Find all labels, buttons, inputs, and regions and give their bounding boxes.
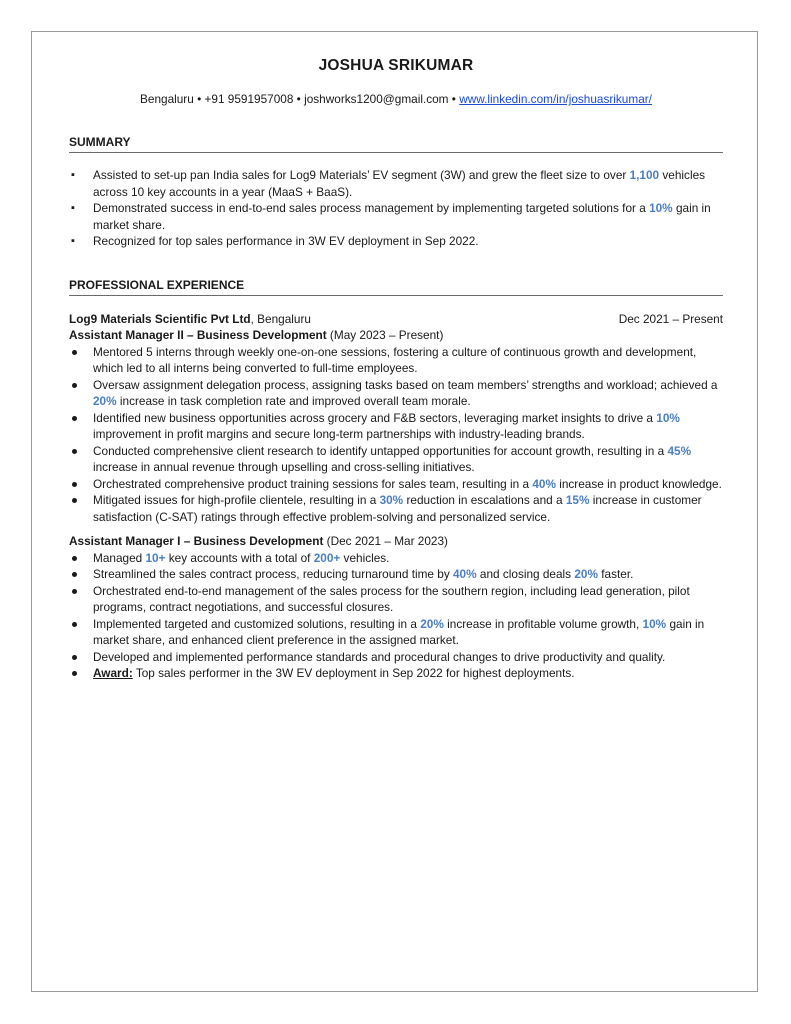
experience-bullet <box>69 443 723 476</box>
summary-heading: SUMMARY <box>69 135 723 153</box>
metric-highlight: 10% <box>642 616 667 631</box>
separator: • <box>293 92 305 106</box>
bullet-text: Orchestrated end-to-end management of the sales process for the southern region, including lead generation, pilot programs, contract negotiations, and successful closures. <box>93 583 690 614</box>
summary-item <box>69 200 723 233</box>
separator: • <box>448 92 460 106</box>
bullet-dot-icon <box>72 449 77 454</box>
experience-bullet <box>69 476 723 493</box>
summary-list <box>69 167 723 250</box>
summary-item <box>69 233 723 250</box>
bullet-dot-icon <box>72 350 77 355</box>
experience-bullet <box>69 550 723 567</box>
bullet-text: Assisted to set-up pan India sales for Log9 Materials’ EV segment (3W) and grew the fleet size to over <box>93 168 630 182</box>
experience-bullet <box>69 344 723 377</box>
bullet-text: vehicles across 10 key accounts in a year (MaaS + BaaS). <box>93 168 706 199</box>
bullet-dot-icon <box>72 622 77 627</box>
bullet-dot-icon <box>72 482 77 487</box>
bullet-text: Streamlined the sales contract process, reducing turnaround time by <box>93 567 453 581</box>
experience-bullet <box>69 616 723 649</box>
bullet-dot-icon <box>72 671 77 676</box>
bullet-dot-icon <box>72 589 77 594</box>
metric-highlight: 1,100 <box>629 168 660 182</box>
bullet-text: Demonstrated success in end-to-end sales process management by implementing targeted solutions for a <box>93 201 650 215</box>
experience-bullet <box>69 377 723 410</box>
company-line <box>69 311 723 328</box>
bullet-text: Recognized for top sales performance in 3W EV deployment in Sep 2022. <box>93 234 479 248</box>
experience-bullet <box>69 410 723 443</box>
role-2-bullets <box>69 550 723 682</box>
contact-line <box>69 91 723 107</box>
experience-heading: PROFESSIONAL EXPERIENCE <box>69 278 723 296</box>
bullet-text: Mentored 5 interns through weekly one-on-one sessions, fostering a culture of continuous growth and development, which led to all interns being converted to full-time employees. <box>93 344 697 375</box>
role-title: Assistant Manager II – Business Development <box>69 328 327 342</box>
company-dates: Dec 2021 – Present <box>618 311 723 326</box>
bullet-text: gain in market share. <box>93 201 711 232</box>
bullet-text: increase in product knowledge. <box>555 476 722 491</box>
metric-highlight: 200+ <box>313 550 341 565</box>
bullet-dot-icon <box>72 655 77 660</box>
location-text: Bengaluru <box>140 92 194 106</box>
candidate-name: JOSHUA SRIKUMAR <box>318 57 474 74</box>
bullet-text: Developed and implemented performance standards and procedural changes to drive productivity and quality. <box>93 649 666 664</box>
bullet-text: gain in market share, and enhanced client preference in the assigned market. <box>93 616 705 647</box>
metric-highlight: 40% <box>532 476 556 491</box>
metric-highlight: 40% <box>453 567 477 581</box>
metric-highlight: 20% <box>420 616 444 631</box>
metric-highlight: 20% <box>93 394 117 408</box>
metric-highlight: 10+ <box>145 550 166 565</box>
bullet-text: increase in customer satisfaction (C-SAT) ratings through effective problem-solving and personalized service. <box>93 493 702 524</box>
separator: • <box>193 92 205 106</box>
role-dates: (May 2023 – Present) <box>326 328 444 342</box>
award-bullet <box>69 665 723 682</box>
bullet-text: improvement in profit margins and secure long-term partnerships with industry-leading brands. <box>93 427 585 441</box>
bullet-dot-icon <box>72 416 77 421</box>
bullet-text: increase in profitable volume growth, <box>443 616 643 631</box>
bullet-text: Oversaw assignment delegation process, assigning tasks based on team members’ strengths and workload; achieved a <box>93 377 718 392</box>
role-line-1 <box>69 327 723 344</box>
role-dates: (Dec 2021 – Mar 2023) <box>323 534 448 548</box>
metric-highlight: 20% <box>574 567 598 581</box>
role-1-bullets <box>69 344 723 526</box>
award-label: Award: <box>93 666 133 680</box>
bullet-text: increase in annual revenue through upselling and cross-selling initiatives. <box>93 460 475 474</box>
company-block <box>69 311 311 328</box>
bullet-text: Managed <box>93 550 146 565</box>
experience-bullet <box>69 566 723 583</box>
bullet-text: Orchestrated comprehensive product training sessions for sales team, resulting in a <box>93 476 533 491</box>
bullet-dot-icon <box>72 383 77 388</box>
bullet-dot-icon <box>72 572 77 577</box>
bullet-text: Implemented targeted and customized solutions, resulting in a <box>93 616 421 631</box>
metric-highlight: 10% <box>649 201 673 215</box>
company-location: , Bengaluru <box>250 311 311 326</box>
metric-highlight: 45% <box>667 443 692 458</box>
square-bullet-icon: ▪ <box>71 169 75 181</box>
bullet-text: increase in task completion rate and improved overall team morale. <box>116 394 471 408</box>
metric-highlight: 30% <box>379 493 404 507</box>
bullet-text: Mitigated issues for high-profile clientele, resulting in a <box>93 493 380 507</box>
role-title: Assistant Manager I – Business Development <box>69 534 324 548</box>
company-name: Log9 Materials Scientific Pvt Ltd <box>69 311 251 326</box>
bullet-text: and closing deals <box>476 567 575 581</box>
metric-highlight: 10% <box>656 410 680 425</box>
experience-bullet <box>69 649 723 666</box>
bullet-text: Identified new business opportunities across grocery and F&B sectors, leveraging market insights to drive a <box>93 410 657 425</box>
bullet-text: faster. <box>597 567 634 581</box>
bullet-dot-icon <box>72 556 77 561</box>
bullet-dot-icon <box>72 498 77 503</box>
email-text: joshworks1200@gmail.com <box>304 92 449 106</box>
bullet-text: Conducted comprehensive client research to identify untapped opportunities for account growth, resulting in a <box>93 443 668 458</box>
linkedin-link[interactable]: www.linkedin.com/in/joshuasrikumar/ <box>459 92 652 106</box>
bullet-text: key accounts with a total of <box>165 550 314 565</box>
phone-text: +91 9591957008 <box>204 92 294 106</box>
summary-item <box>69 167 723 200</box>
experience-bullet <box>69 492 723 525</box>
award-text: Top sales performer in the 3W EV deployment in Sep 2022 for highest deployments. <box>132 666 575 680</box>
experience-bullet <box>69 583 723 616</box>
resume-content <box>69 55 723 682</box>
bullet-text: vehicles. <box>340 550 390 565</box>
bullet-text: reduction in escalations and a <box>403 493 566 507</box>
square-bullet-icon: ▪ <box>71 202 75 214</box>
square-bullet-icon: ▪ <box>71 235 75 247</box>
role-line-2 <box>69 533 723 550</box>
metric-highlight: 15% <box>565 493 590 507</box>
